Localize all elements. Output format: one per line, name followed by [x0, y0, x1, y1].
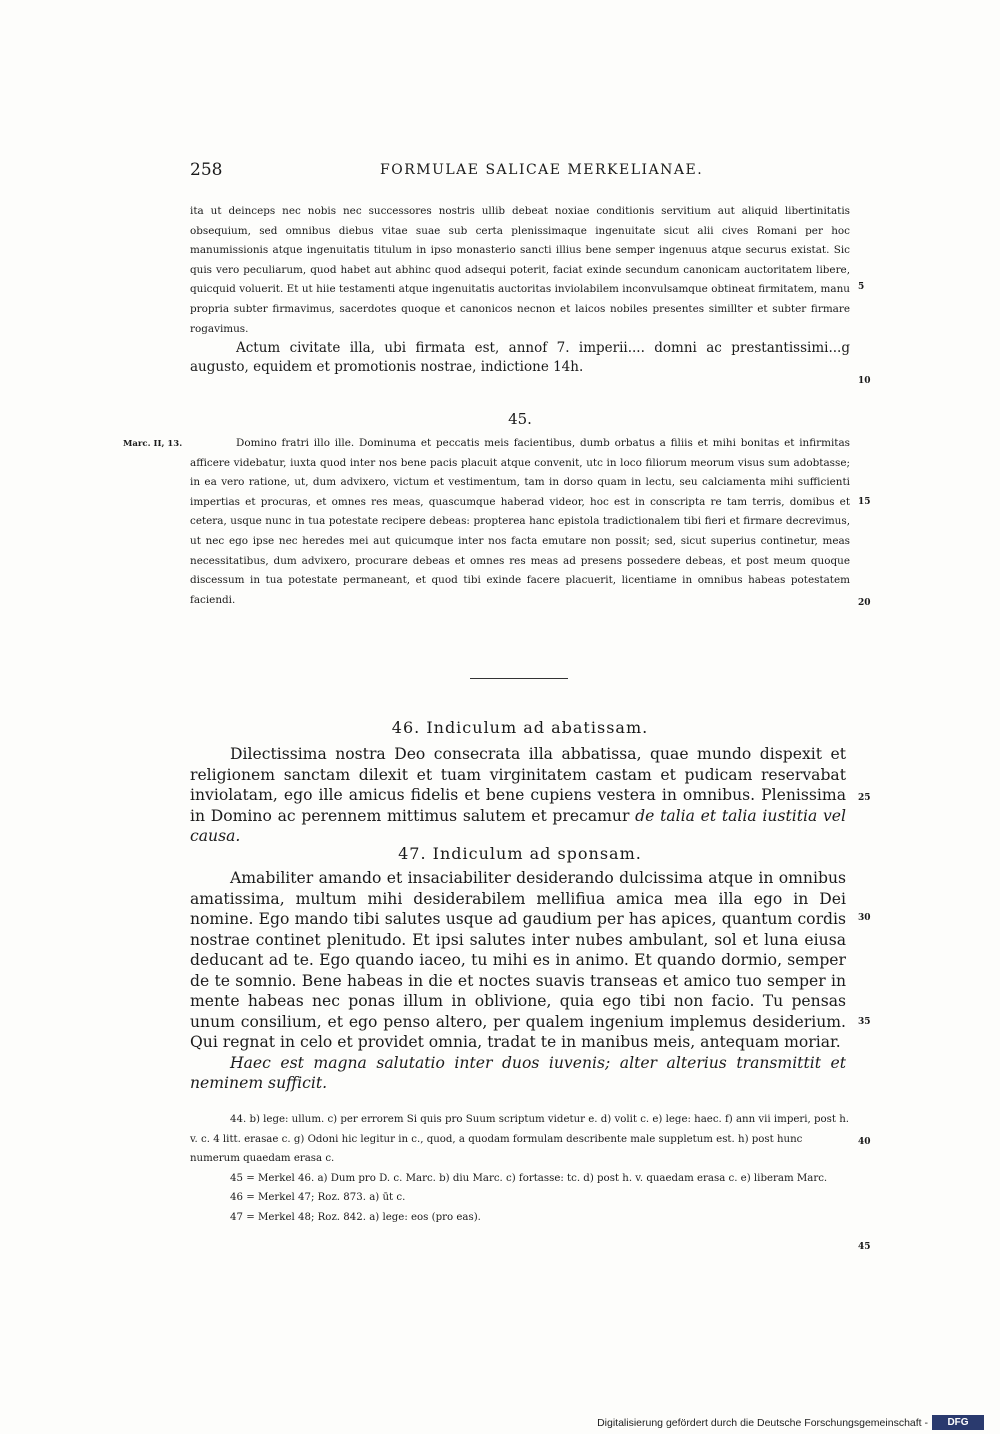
formula-45-text: Domino fratri illo ille. Dominuma et peccatis meis facientibus, dumb orbatus a filiis et mihi bonitas et infirmitas afficere videbatur, iuxta quod inter nos bene pacis placuit atque convenit, utc in loco filiorum meorum visus sum adobtasse; in ea vero ratione, ut, dum advixero, victum et vestimentum, tam in dorso quam in lectu, seu calciamenta mihi sufficienti impertias et procuras, et omnes res meas, quascumque haberad videor, hoc est in conscripta re tam terris, domibus et cetera, usque nunc in tua potestate recipere debeas: propterea hanc epistola tradictionalem tibi fieri et firmare decrevimus, ut nec ego ipse nec heredes mei aut quicumque inter nos facta emutare non possit; sed, sicut superius continetur, meas necessitatibus, dum advixero, procurare debeas et omnes res meas ad presens possedere debeas, et post meum quoque discessum in tua potestate permaneant, et quod tibi exinde facere placuerit, licentiame in omnibus habeas potestatem faciendi.: [190, 437, 850, 606]
line-number: 5: [858, 282, 865, 292]
digitization-credit: Digitalisierung gefördert durch die Deutsche Forschungsgemeinschaft -: [597, 1417, 928, 1429]
line-number: 15: [858, 497, 871, 507]
page-header: [190, 160, 850, 182]
footnotes: [190, 1110, 850, 1228]
section-45-number: 45.: [508, 410, 532, 428]
formula-44-continuation: [190, 202, 850, 377]
formula-46-italic: de talia et talia iustitia vel causa.: [190, 806, 846, 845]
line-number: 45: [858, 1242, 871, 1252]
margin-reference: Marc. II, 13.: [123, 439, 183, 449]
section-divider: [470, 678, 568, 679]
page-number: 258: [190, 160, 223, 180]
formula-47-closing: Haec est magna salutatio inter duos iuvenis; alter alterius transmittit et neminem sufficit.: [190, 1053, 846, 1092]
section-47-title: 47. Indiculum ad sponsam.: [398, 844, 642, 863]
formula-46-main: Dilectissima nostra Deo consecrata illa abbatissa, quae mundo dispexit et religionem sanctam dilexit et tuam virginitatem castam et pudicam reservabat inviolatam, ego ille amicus fidelis et bene cupiens vestera in omnibus. Plenissima in Domino ac perennem mittimus salutem et precamur: [190, 745, 846, 825]
line-number: 35: [858, 1017, 871, 1027]
formula-45: [190, 434, 850, 610]
running-title: FORMULAE SALICAE MERKELIANAE.: [380, 162, 704, 178]
line-number: 20: [858, 598, 871, 608]
line-number: 25: [858, 793, 871, 803]
formula-44-body: ita ut deinceps nec nobis nec successores nostris ullib debeat noxiae conditionis servitium aut aliquid libertinitatis obsequium, sed omnibus diebus vitae suae sub certa plenissimaque ingenuitate sicut alii cives Romani per hoc manumissionis atque ingenuitatis titulum in ipso monasterio sancti illius bene semper ingenuus atque securus existat. Sic quis vero peculiarum, quod habet aut abhinc quod adsequi poterit, faciat exinde secundum canonicam auctoritatem libere, quicquid voluerit. Et ut hiie testamenti atque ingenuitatis auctoritas inviolabilem inconvulsamque obtineat firmitatem, manu propria subter firmavimus, sacerdotes quoque et canonicos necnon et laicos nobiles presentes simillter et subter firmare rogavimus.: [190, 205, 850, 335]
formula-47: [190, 868, 846, 1094]
formula-46-text: [190, 744, 846, 847]
line-number: 10: [858, 376, 871, 386]
dfg-logo: DFG: [932, 1415, 984, 1430]
formula-44-actum: Actum civitate illa, ubi firmata est, annof 7. imperii.... domni ac prestantissimi...g augusto, equidem et promotionis nostrae, indictione 14h.: [190, 340, 850, 376]
section-46-title: 46. Indiculum ad abatissam.: [391, 718, 649, 737]
footnote-44: 44. b) lege: ullum. c) per errorem Si quis pro Suum scriptum videtur e. d) volit c. e) lege: haec. f) ann vii imperi, post h. v. c. 4 litt. erasae c. g) Odoni hic legitur in c., quod, a quodam formulam describente male suppletum est. h) post hunc numerum quaedam erasa c.: [190, 1114, 850, 1165]
footnote-45: 45 = Merkel 46. a) Dum pro D. c. Marc. b) diu Marc. c) fortasse: tc. d) post h. v. quaedam erasa c. e) liberam Marc.: [230, 1172, 828, 1184]
formula-47-text: Amabiliter amando et insaciabiliter desiderando dulcissima atque in omnibus amatissima, multum mihi desiderabilem mellifiua amica mea illa ego in Dei nomine. Ego mando tibi salutes usque ad gaudium per has apices, quantum cordis nostrae continet plenitudo. Et ipsi salutes inter nubes ambulant, sol et luna eiusa deducant ad te. Ego quando iaceo, tu mihi es in animo. Et quando dormio, semper de te somnio. Bene habeas in die et noctes suavis transeas et amico tuo semper in mente habeas nec ponas illum in oblivione, quia ego tibi non facio. Tu pensas unum consilium, et ego penso altero, per qualem ingenium implemus desiderium. Qui regnat in celo et providet omnia, tradat te in manibus meis, antequam moriar.: [190, 869, 846, 1051]
formula-46: [190, 744, 846, 847]
line-number: 40: [858, 1137, 871, 1147]
line-number: 30: [858, 913, 871, 923]
footnote-46: 46 = Merkel 47; Roz. 873. a) ūt c.: [230, 1192, 406, 1204]
footnote-47: 47 = Merkel 48; Roz. 842. a) lege: eos (pro eas).: [230, 1211, 481, 1223]
